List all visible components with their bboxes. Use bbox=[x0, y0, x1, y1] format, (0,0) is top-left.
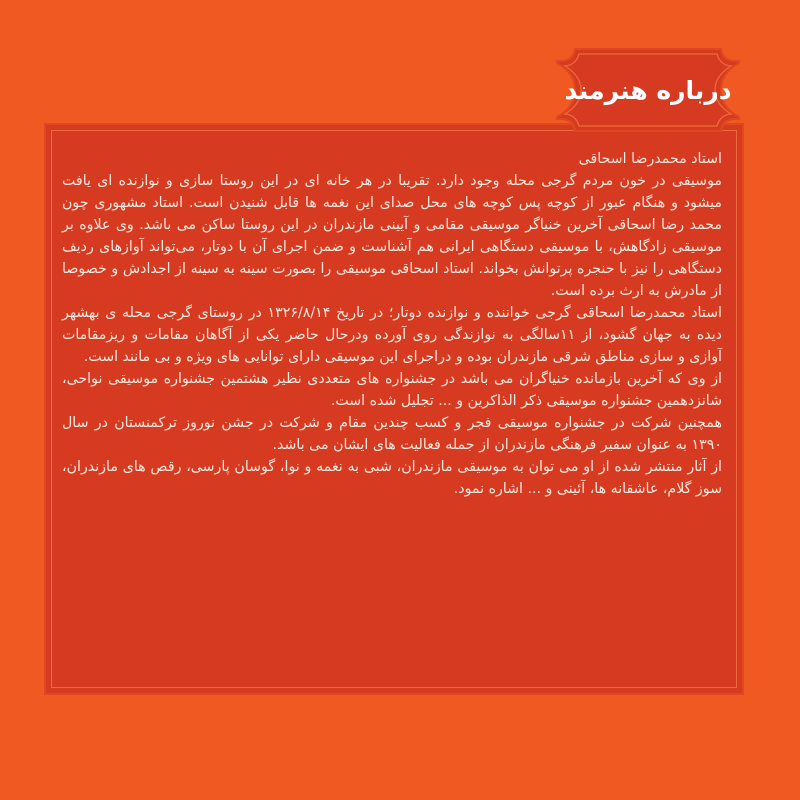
bio-paragraph: استاد محمدرضا اسحاقی گرجی خواننده و نوازنده دوتار؛ در تاریخ ۱۳۲۶/۸/۱۴ در روستای گرجی محله ی بهشهر دیده به جهان گشود، از ۱۱سالگی به نوازندگی روی آورده ودرحال حاضر یکی از آگاهان مقامات و ریزمقامات آوازی و سازی مناطق شرقی مازندران بوده و دراجرای این موسیقی دارای توانایی های ویژه و بی مانند است. bbox=[62, 305, 723, 365]
bio-paragraph: موسیقی در خون مردم گرجی محله وجود دارد. تقریبا در هر خانه ای در این روستا سازی و نوازنده ای یافت میشود و هنگام عبور از کوچه پس کوچه های محل صدای این نغمه ها قابل شنیدن است. استاد مشهوری چون محمد رضا اسحاقی آخرین خنیاگر موسیقی مقامی و آیینی مازندران در این روستا ساکن می باشد. وی علاوه بر موسیقی زادگاهش، با موسیقی دستگاهی ایرانی هم آشناست و ضمن اجرای آن با دوتار، می‌تواند آوازهای ردیف دستگاهی را نیز با حنجره پرتوانش بخواند. استاد اسحاقی موسیقی را بصورت سینه به سینه از اجدادش و خصوصا از مادرش به ارث برده است. bbox=[62, 173, 722, 299]
bio-paragraph: از وی که آخرین بازمانده خنیاگران می باشد در جشنواره های متعددی نظیر هشتمین جشنواره موسیقی نواحی، شانزدهمین جشنواره موسیقی ذکر الذاکرین و ... تجلیل شده است. bbox=[62, 371, 722, 409]
artist-name: استاد محمدرضا اسحاقی bbox=[578, 151, 722, 167]
page-title: درباره هنرمند bbox=[564, 75, 732, 105]
title-badge bbox=[553, 47, 743, 133]
bio-paragraph: همچنین شرکت در جشنواره موسیقی فجر و کسب چندین مقام و شرکت در جشن نوروز ترکمنستان در سال ۱۳۹۰ به عنوان سفیر فرهنگی مازندران از جمله فعالیت های ایشان می باشد. bbox=[62, 415, 722, 453]
artist-biography bbox=[62, 148, 722, 500]
bio-paragraph: از آثار منتشر شده از او می توان به موسیقی مازندران، شبی به نغمه و نوا، گوسان پارسی، رقص های مازندران، سوز گلام، عاشقانه ها، آئینی و ... اشاره نمود. bbox=[62, 459, 722, 497]
